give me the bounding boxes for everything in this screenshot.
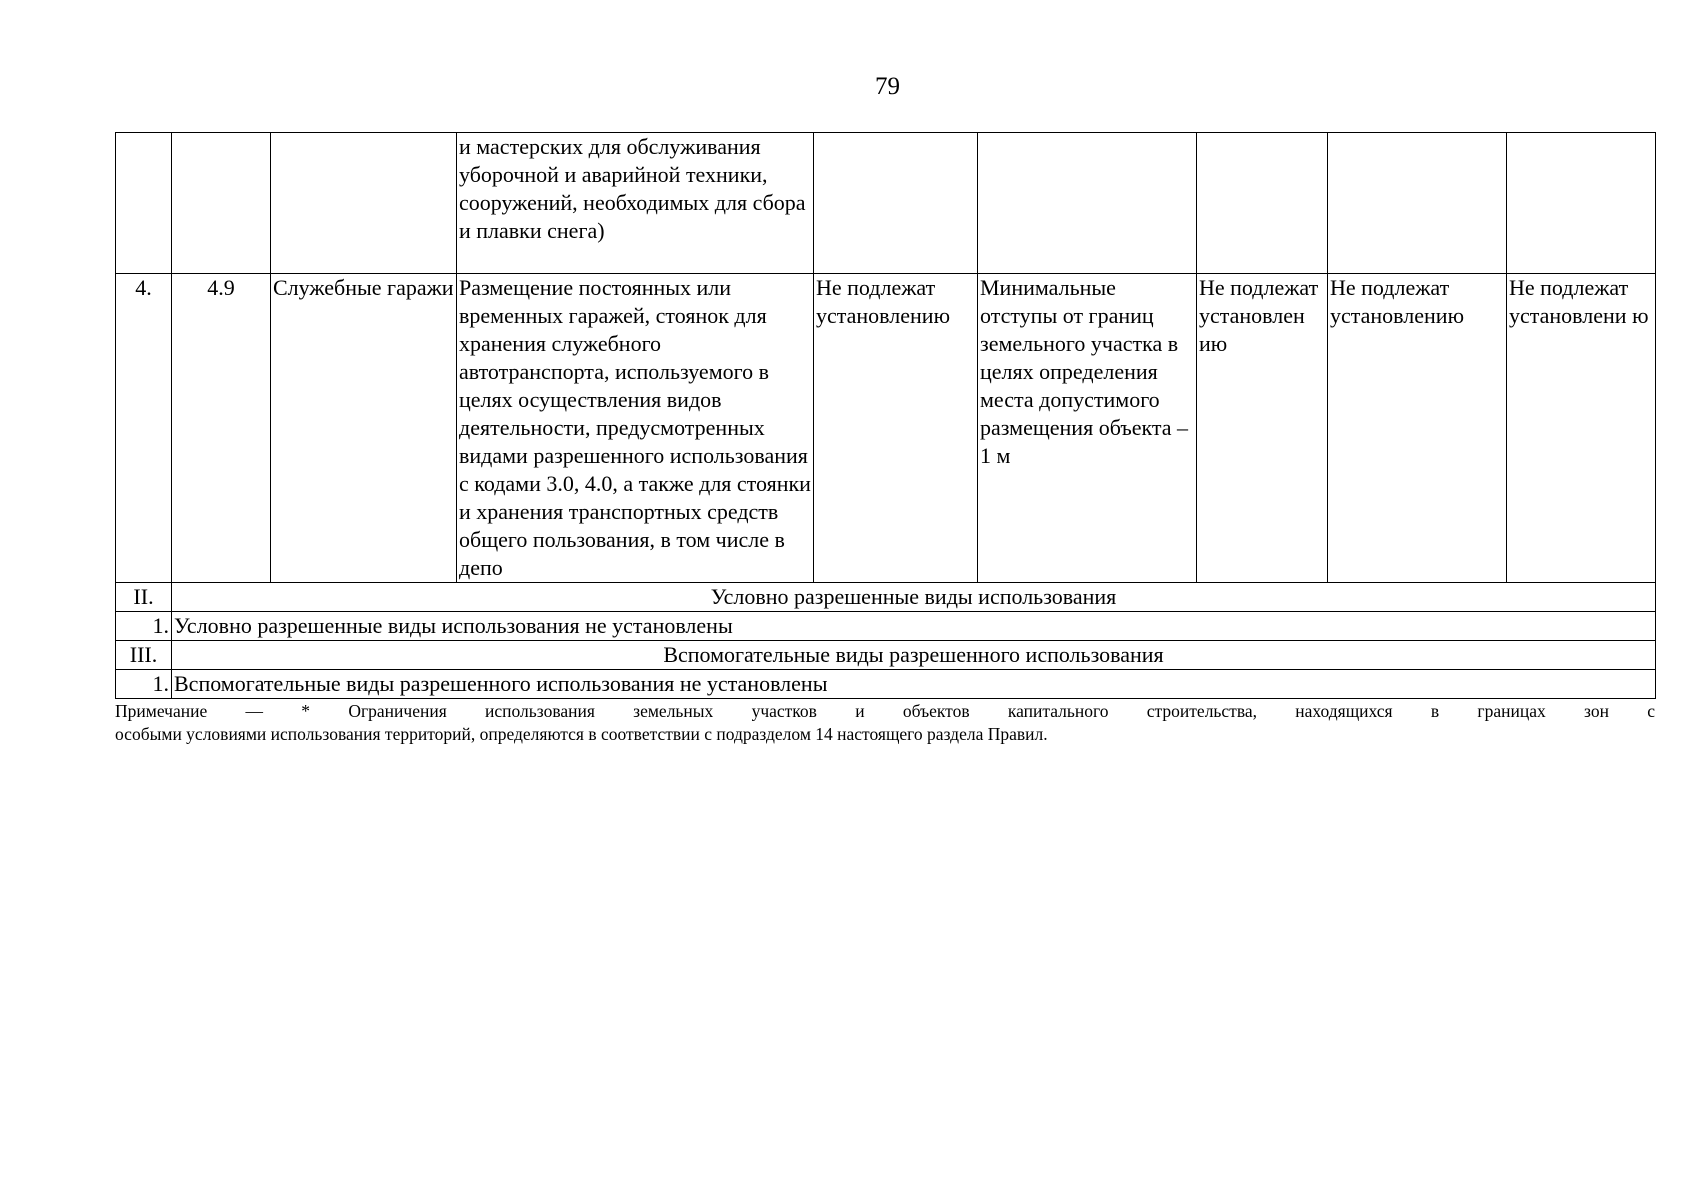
cell-parameter: Минимальные отступы от границ земельного участка в целях определения места допустимого размещения объекта – 1 м [978,274,1197,583]
cell-text: Условно разрешенные виды использования не установлены [172,612,1656,641]
cell-number: 1. [116,670,172,699]
cell-empty [814,133,978,274]
cell-code: 4.9 [172,274,271,583]
section-title: Условно разрешенные виды использования [172,583,1656,612]
section-title: Вспомогательные виды разрешенного использования [172,641,1656,670]
cell-empty [1197,133,1328,274]
cell-parameter: Не подлежат установлен ию [1197,274,1328,583]
cell-parameter: Не подлежат установлени ю [1507,274,1656,583]
table-row [116,274,1656,583]
cell-number: 1. [116,612,172,641]
cell-empty [116,133,172,274]
section-header-row [116,641,1656,670]
cell-parameter: Не подлежат установлению [814,274,978,583]
table-row [116,670,1656,699]
cell-text: Вспомогательные виды разрешенного использования не установлены [172,670,1656,699]
cell-description: и мастерских для обслуживания уборочной и аварийной техники, сооружений, необходимых для сбора и плавки снега) [457,133,814,274]
table-note [115,700,1655,746]
cell-parameter: Не подлежат установлению [1328,274,1507,583]
note-line-1: Примечание — * Ограничения использования земельных участков и объектов капитального строительства, находящихся в границах зон с [115,701,1655,721]
page-number: 79 [875,73,900,100]
cell-empty [172,133,271,274]
cell-name: Служебные гаражи [271,274,457,583]
cell-empty [1507,133,1656,274]
zoning-table [115,132,1656,699]
section-number: III. [116,641,172,670]
cell-empty [271,133,457,274]
table-row-continuation [116,133,1656,274]
cell-empty [1328,133,1507,274]
section-number: II. [116,583,172,612]
cell-empty [978,133,1197,274]
cell-number: 4. [116,274,172,583]
note-line-2: особыми условиями использования территорий, определяются в соответствии с подразделом 14 настоящего раздела Правил. [115,724,1048,744]
cell-description: Размещение постоянных или временных гаражей, стоянок для хранения служебного автотранспорта, используемого в целях осуществления видов деятельности, предусмотренных видами разрешенного использования с кодами 3.0, 4.0, а также для стоянки и хранения транспортных средств общего пользования, в том числе в депо [457,274,814,583]
section-header-row [116,583,1656,612]
table-row [116,612,1656,641]
